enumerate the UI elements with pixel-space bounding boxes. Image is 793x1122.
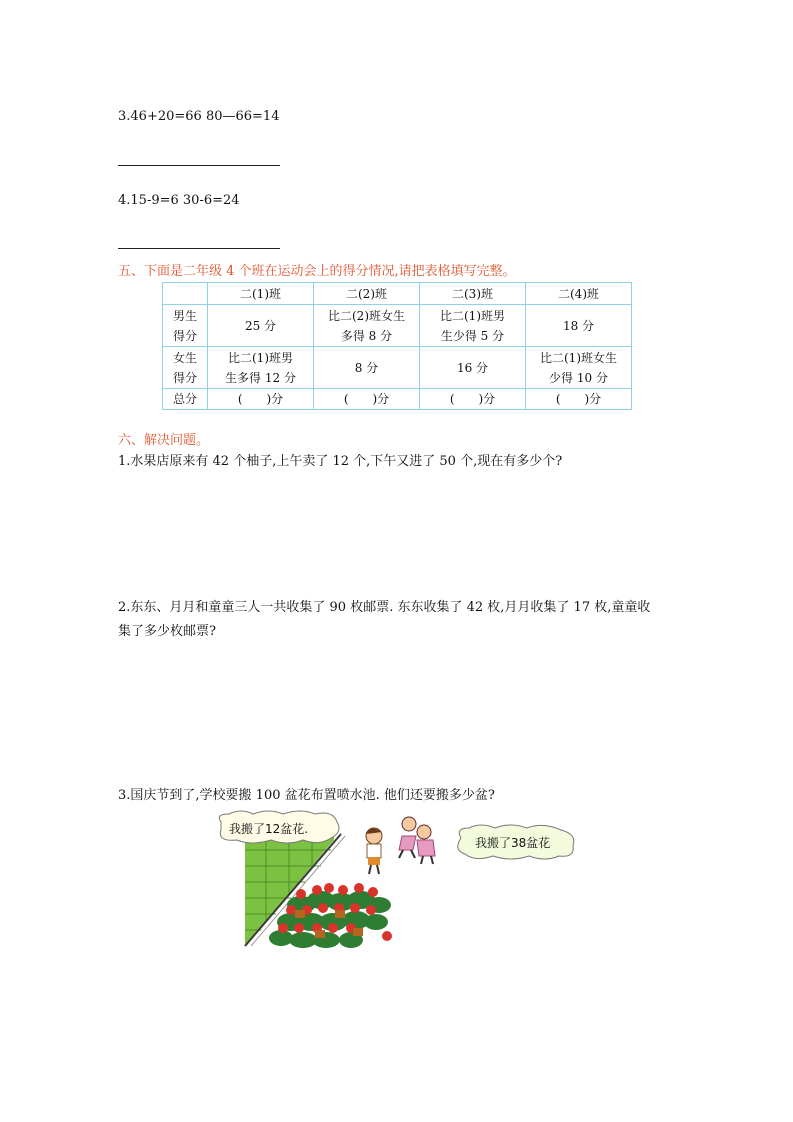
score-table	[162, 282, 632, 410]
flower-illustration	[211, 810, 581, 948]
bubble-left-text: 我搬了12盆花.	[229, 822, 309, 836]
problem-1: 1.水果店原来有 42 个柚子,上午卖了 12 个,下午又进了 50 个,现在有多少个?	[118, 454, 563, 469]
q4-answer-line	[118, 248, 280, 249]
cell-boys-class2: 比二(2)班女生 多得 8 分	[314, 305, 420, 347]
q3-equations: 3.46+20=66 80—66=14	[118, 109, 280, 124]
header-cell-class1: 二(1)班	[208, 283, 314, 305]
bubble-right-text: 我搬了38盆花	[475, 836, 551, 850]
section5-title: 五、下面是二年级 4 个班在运动会上的得分情况,请把表格填写完整。	[118, 264, 516, 279]
q3-answer-line	[118, 165, 280, 166]
problem-2-line2: 集了多少枚邮票?	[118, 624, 216, 639]
header-cell-blank	[163, 283, 208, 305]
problem-2-line1: 2.东东、月月和童童三人一共收集了 90 枚邮票. 东东收集了 42 枚,月月收集了 17 枚,童童收	[118, 600, 651, 615]
table-row-boys	[163, 305, 632, 347]
cell-total-class3: ( )分	[420, 389, 526, 410]
cell-total-class2: ( )分	[314, 389, 420, 410]
cell-boys-class3: 比二(1)班男 生少得 5 分	[420, 305, 526, 347]
cell-girls-class3: 16 分	[420, 347, 526, 389]
cell-total-class1: ( )分	[208, 389, 314, 410]
header-cell-class2: 二(2)班	[314, 283, 420, 305]
row-label-girls: 女生 得分	[163, 347, 208, 389]
section6-title: 六、解决问题。	[118, 433, 210, 448]
cell-girls-class1: 比二(1)班男 生多得 12 分	[208, 347, 314, 389]
boy-figure	[366, 828, 382, 874]
table-row-girls	[163, 347, 632, 389]
problem-3: 3.国庆节到了,学校要搬 100 盆花布置喷水池. 他们还要搬多少盆?	[118, 788, 495, 803]
table-row-total	[163, 389, 632, 410]
header-cell-class4: 二(4)班	[526, 283, 632, 305]
table-header-row	[163, 283, 632, 305]
header-cell-class3: 二(3)班	[420, 283, 526, 305]
q4-equations: 4.15-9=6 30-6=24	[118, 193, 240, 208]
girls-figure	[399, 817, 435, 864]
cell-boys-class4: 18 分	[526, 305, 632, 347]
cell-total-class4: ( )分	[526, 389, 632, 410]
cell-girls-class4: 比二(1)班女生 少得 10 分	[526, 347, 632, 389]
row-label-boys: 男生 得分	[163, 305, 208, 347]
cell-girls-class2: 8 分	[314, 347, 420, 389]
row-label-total: 总分	[163, 389, 208, 410]
cell-boys-class1: 25 分	[208, 305, 314, 347]
